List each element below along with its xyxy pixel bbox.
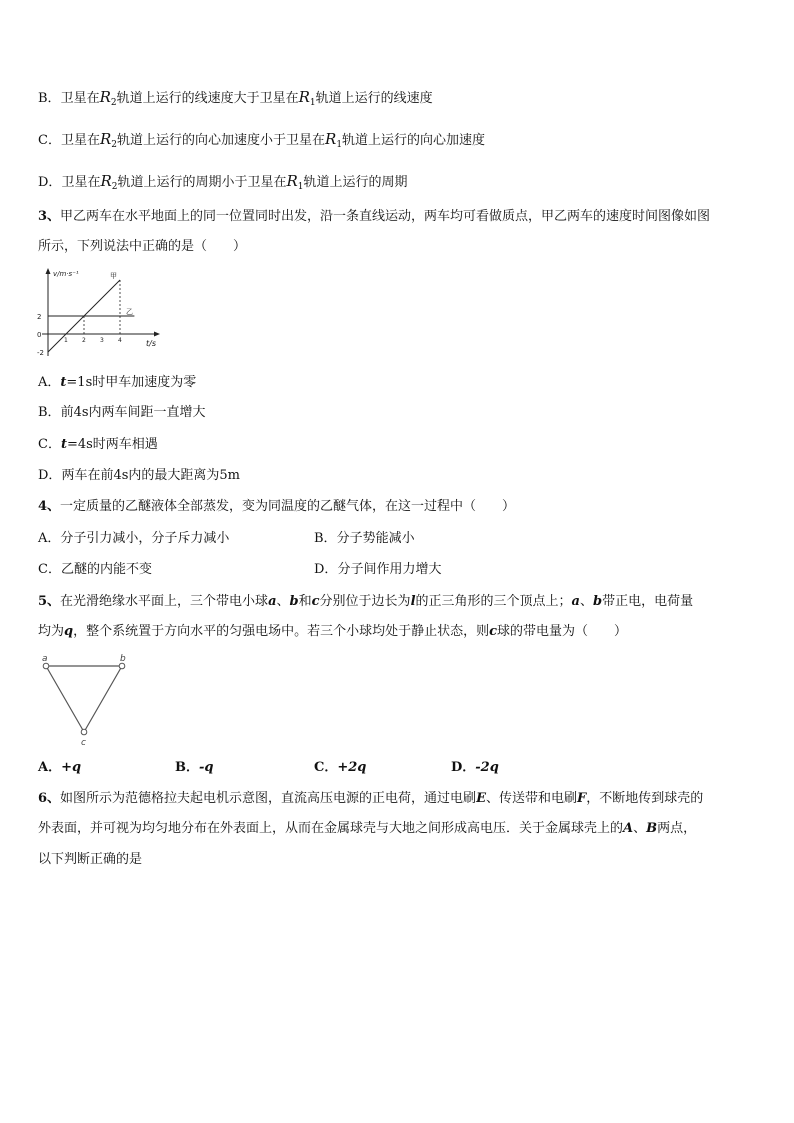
q3-chart-ytick-0: 0: [37, 331, 42, 339]
q5-stem-line1: 5、在光滑绝缘水平面上，三个带电小球a、b和c分别位于边长为l的正三角形的三个顶点上；a、b带正电，电荷量: [38, 594, 694, 609]
q3-chart-ytick--2: -2: [37, 349, 44, 357]
q3-stem-line1: 3、甲乙两车在水平地面上的同一位置同时出发，沿一条直线运动，两车均可看做质点，甲乙两车的速度时间图像如图: [38, 209, 711, 224]
charge-c-dot: [81, 729, 87, 735]
triangle-side-bc: [84, 666, 122, 732]
q3-chart-series-label-yi: 乙: [126, 308, 133, 316]
q3-vt-chart: [34, 266, 174, 362]
q3-chart-xlabel: t/s: [146, 339, 156, 348]
charge-a-dot: [43, 663, 49, 669]
q5-option-a: A．+q: [38, 760, 82, 775]
q2-option-c: C．卫星在$R_2$轨道上运行的向心加速度小于卫星在$R_1$轨道上运行的向心加速度: [38, 130, 486, 150]
q3-chart-xtick-3: 3: [100, 337, 104, 344]
q5-stem-line2: 均为q，整个系统置于方向水平的匀强电场中。若三个小球均处于静止状态，则c球的带电量为（ ）: [38, 624, 628, 639]
q4-option-b: B．分子势能减小: [314, 531, 415, 546]
q4-option-a: A．分子引力减小，分子斥力减小: [38, 531, 230, 546]
q2-option-b: B．卫星在$R_2$轨道上运行的线速度大于卫星在$R_1$轨道上运行的线速度: [38, 88, 433, 108]
q3-chart-ylabel: v/m·s⁻¹: [53, 270, 79, 278]
q5-option-b: B．-q: [175, 760, 214, 775]
q3-option-d: D．两车在前4s内的最大距离为5m: [38, 468, 240, 483]
q5-option-d: D．-2q: [451, 760, 499, 775]
label-c: c: [81, 738, 86, 748]
charge-b-dot: [119, 663, 125, 669]
q6-stem-line2: 外表面，并可视为均匀地分布在外表面上，从而在金属球壳与大地之间形成高电压．关于金属球壳上的A、B两点，: [38, 821, 697, 836]
q5-triangle-figure: [36, 652, 136, 748]
q3-chart-xtick-4: 4: [118, 337, 122, 344]
q6-stem-line3: 以下判断正确的是: [38, 852, 143, 867]
q3-chart-xtick-2: 2: [82, 337, 86, 344]
q3-option-c: C．t=4s时两车相遇: [38, 437, 158, 452]
triangle-side-ac: [46, 666, 84, 732]
q3-stem-line2: 所示，下列说法中正确的是（ ）: [38, 239, 247, 254]
label-b: b: [120, 654, 126, 664]
q3-option-a: A．t=1s时甲车加速度为零: [38, 375, 197, 390]
q5-option-c: C．+2q: [314, 760, 367, 775]
q4-stem: 4、一定质量的乙醚液体全部蒸发，变为同温度的乙醚气体，在这一过程中（ ）: [38, 499, 516, 514]
q3-chart-series-label-jia: 甲: [110, 272, 117, 280]
q2-option-d: D．卫星在$R_2$轨道上运行的周期小于卫星在$R_1$轨道上运行的周期: [38, 172, 408, 192]
q3-option-b: B．前4s内两车间距一直增大: [38, 405, 206, 420]
q3-chart-xtick-1: 1: [64, 337, 68, 344]
label-a: a: [42, 654, 48, 664]
q3-chart-ytick-2: 2: [37, 313, 42, 321]
q6-stem-line1: 6、如图所示为范德格拉夫起电机示意图，直流高压电源的正电荷，通过电刷E、传送带和电刷F，不断地传到球壳的: [38, 791, 704, 806]
q4-option-d: D．分子间作用力增大: [314, 562, 442, 577]
q4-option-c: C．乙醚的内能不变: [38, 562, 152, 577]
